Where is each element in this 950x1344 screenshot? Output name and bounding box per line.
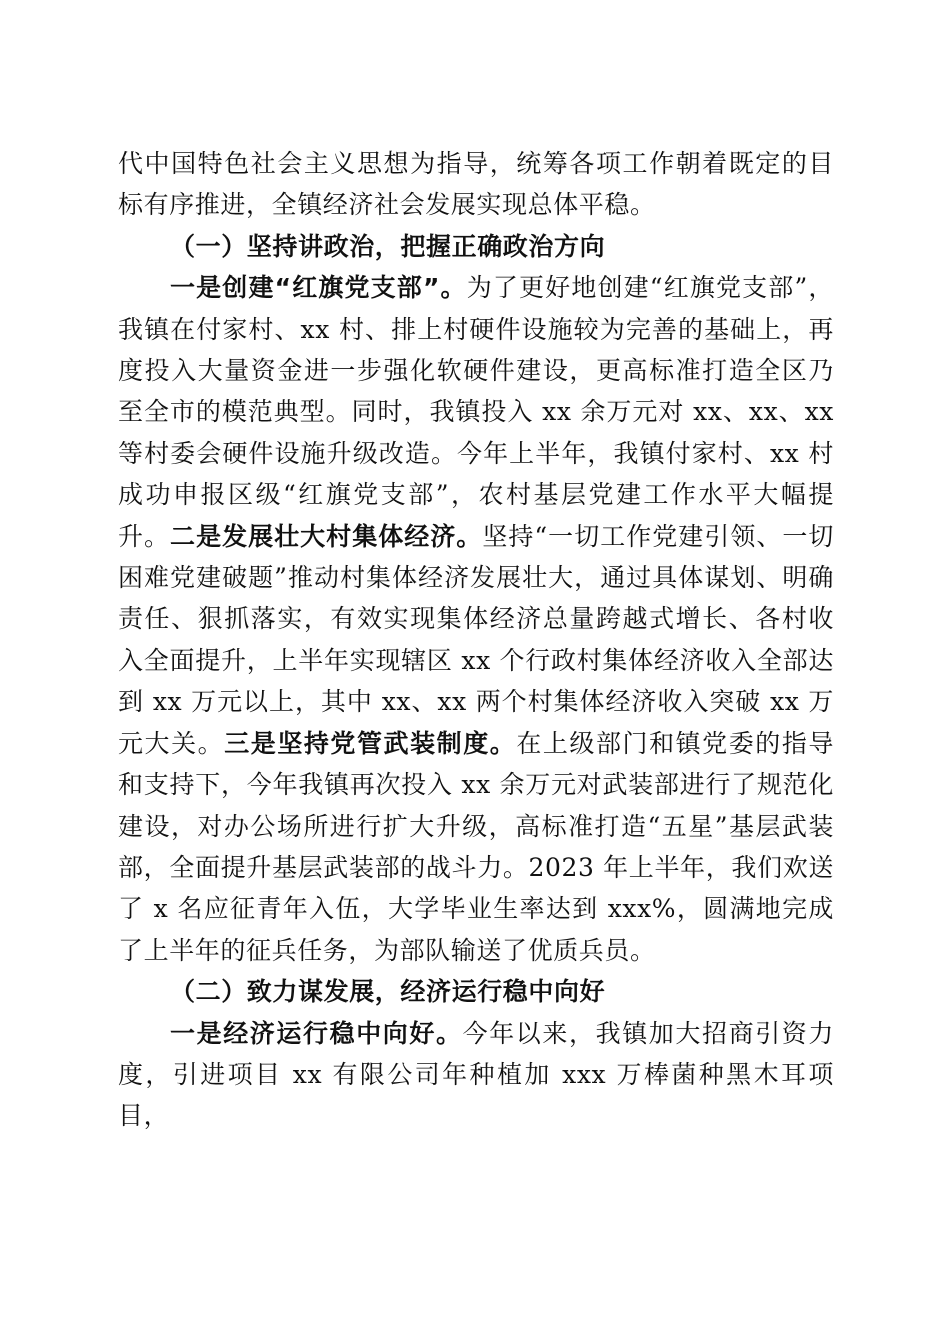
intro-paragraph: 代中国特色社会主义思想为指导，统筹各项工作朝着既定的目标有序推进，全镇经济社会发展实现总体平稳。 — [118, 149, 834, 220]
section1-point3-body: 在上级部门和镇党委的指导和支持下，今年我镇再次投入 xx 余万元对武装部进行了规范化建设，对办公场所进行扩大升级，高标准打造“五星”基层武装部，全面提升基层武装部的战斗力。2023 年上半年，我们欢送了 x 名应征青年入伍，大学毕业生率达到 xxx%，圆满地完成了上半年的征兵任务，为部队输送了优质兵员。 — [118, 728, 834, 965]
section1-point1-lead: 一是创建“红旗党支部”。 — [170, 273, 467, 303]
section2-point1-lead: 一是经济运行稳中向好。 — [170, 1018, 463, 1048]
section1-point2-lead: 二是发展壮大村集体经济。 — [170, 521, 483, 551]
section-heading-1: （一）坚持讲政治，把握正确政治方向 — [170, 231, 606, 261]
section1-point3-lead: 三是坚持党管武装制度。 — [224, 728, 517, 758]
section-heading-2: （二）致力谋发展，经济运行稳中向好 — [170, 977, 606, 1007]
section2-paragraph — [118, 1013, 834, 1137]
section2-point1-body: 今年以来，我镇加大招商引资力度，引进项目 xx 有限公司年种植加 xxx 万棒菌种黑木耳项目， — [118, 1018, 834, 1131]
document-page — [118, 143, 834, 1137]
section1-point2-body: 坚持“一切工作党建引领、一切困难党建破题”推动村集体经济发展壮大，通过具体谋划、明确责任、狠抓落实，有效实现集体经济总量跨越式增长、各村收入全面提升，上半年实现辖区 xx 个行政村集体经济收入全部达到 xx 万元以上，其中 xx、xx 两个村集体经济收入突破 xx 万元大关。 — [118, 521, 835, 758]
section1-paragraph — [118, 267, 834, 971]
section1-point1-body: 为了更好地创建“红旗党支部”，我镇在付家村、xx 村、排上村硬件设施较为完善的基础上，再度投入大量资金进一步强化软硬件建设，更高标准打造全区乃至全市的模范典型。同时，我镇投入 xx 余万元对 xx、xx、xx 等村委会硬件设施升级改造。今年上半年，我镇付家村、xx 村成功申报区级“红旗党支部”，农村基层党建工作水平大幅提升。 — [118, 273, 834, 551]
